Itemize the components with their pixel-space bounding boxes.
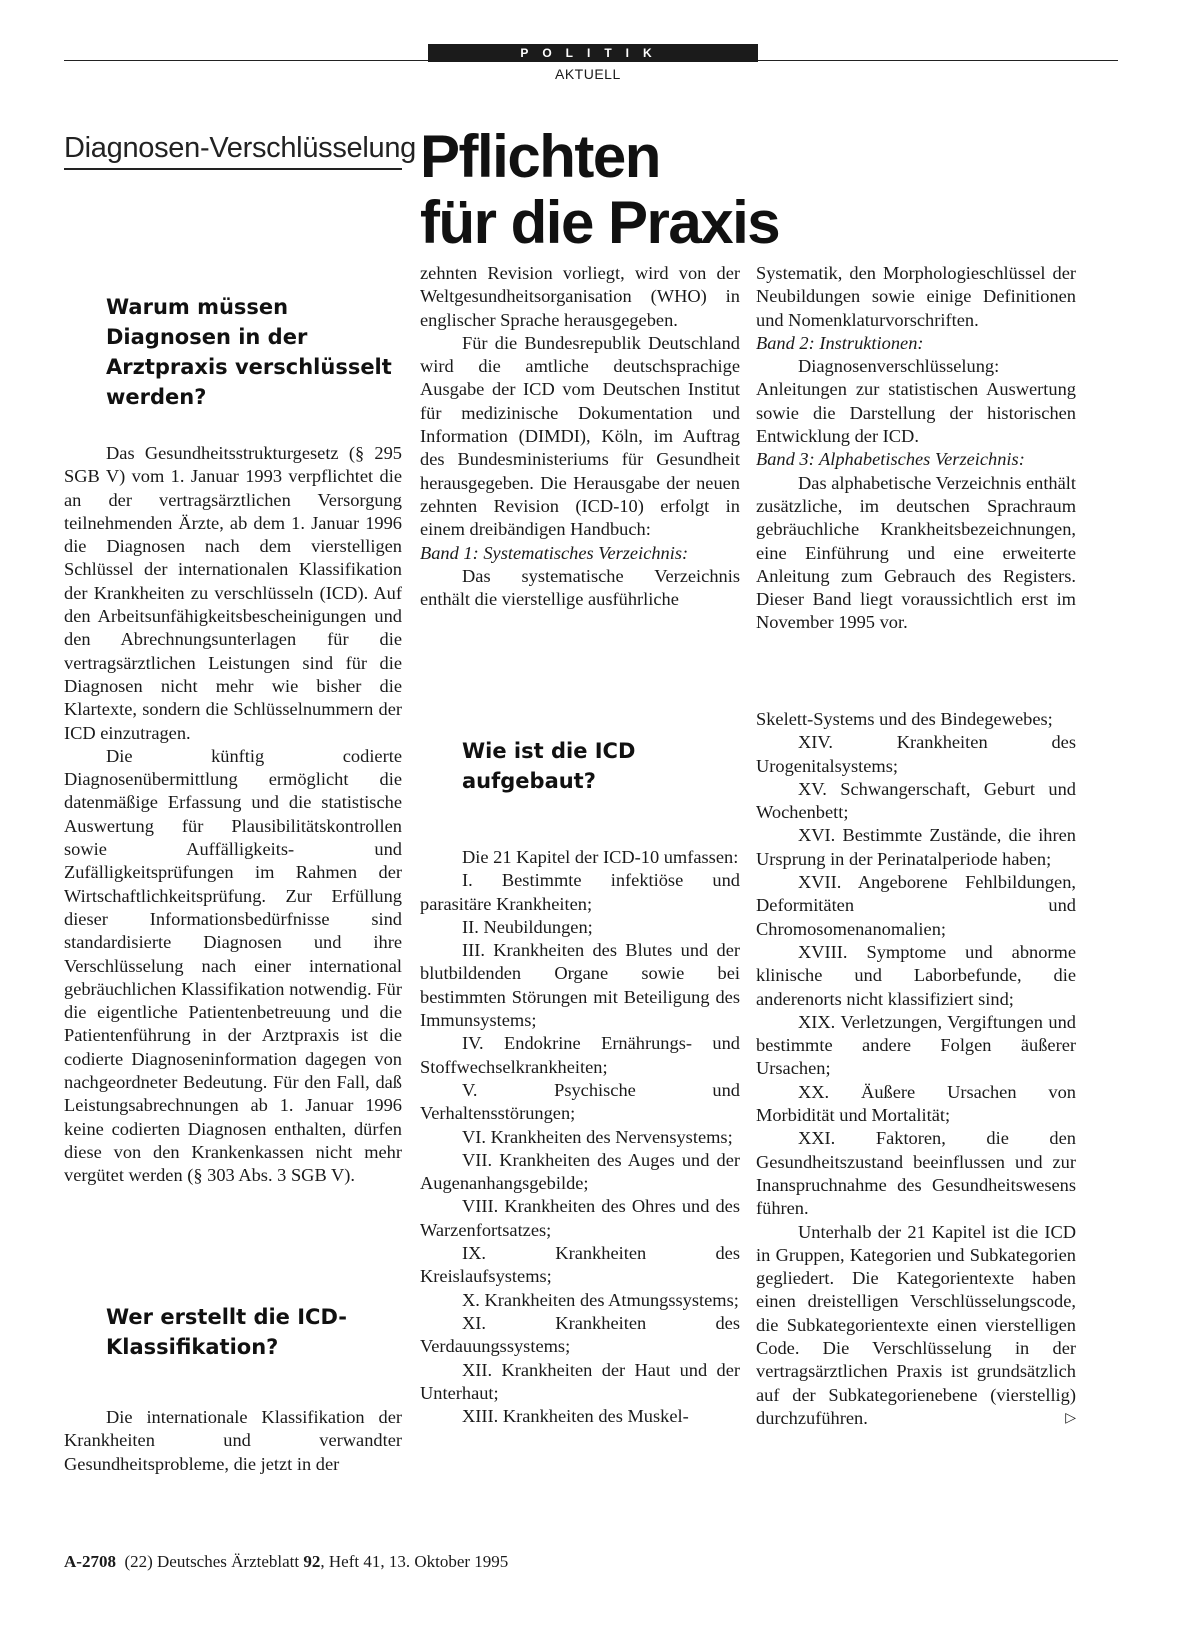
question-heading-2: Wer erstellt die ICD-Klassifikation? [106,1305,347,1359]
volume-heading: Band 1: Systematisches Verzeichnis: [420,542,689,563]
volume-heading: Band 2: Instruktionen: [756,332,924,353]
chapter-item: XIII. Krankheiten des Muskel- [462,1406,689,1427]
article-kicker: Diagnosen-Verschlüsselung [64,132,416,164]
headline-line-2: für die Praxis [420,189,780,256]
article-headline [420,124,779,256]
chapter-item: IV. Endokrine Ernährungs- und Stoffwechselkrankheiten; [420,1033,740,1077]
page-footer [64,1552,508,1572]
chapter-item: IX. Krankheiten des Kreislaufsystems; [420,1243,740,1287]
chapter-item: VIII. Krankheiten des Ohres und des Warzenfortsatzes; [420,1196,740,1240]
question-heading-1: Warum müssen Diagnosen in der Arztpraxis verschlüsselt werden? [106,295,392,409]
chapter-item: III. Krankheiten des Blutes und der blutbildenden Organe sowie bei bestimmten Störungen mit Beteiligung des Immunsystems; [420,940,740,1031]
chapter-item: XII. Krankheiten der Haut und der Unterhaut; [420,1359,740,1403]
column-1-bottom [64,1406,402,1476]
paragraph [756,1221,1076,1431]
chapter-item: VI. Krankheiten des Nervensystems; [462,1126,733,1147]
issue-date: , Heft 41, 13. Oktober 1995 [320,1552,509,1571]
section-label: POLITIK [428,44,758,62]
column-2-top [420,262,740,611]
question-heading-3: Wie ist die ICD aufgebaut? [462,739,636,793]
paragraph: Die künftig codierte Diagnosenübermittlung ermöglicht die datenmäßige Erfassung und die statistische Auswertung für Plausibilitätskontrollen sowie Auffälligkeits- und Zufälligkeitsprüfungen im Rahmen der Wirtschaftlichkeitsprüfung. Zur Erfüllung dieser Informationsbedürfnisse sind standardisierte Diagnosen und ihre Verschlüsselung nach einer international gebräuchlichen Klassifikation notwendig. Für die eigentliche Patientenbetreuung und die Patientenführung in der Arztpraxis ist die codierte Diagnoseninformation dagegen von nachgeordneter Bedeutung. Für den Fall, daß Leistungsabrechnungen ab 1. Januar 1996 keine codierten Diagnosen enthalten, dürfen diese von den Krankenkassen nicht mehr vergütet werden (§ 303 Abs. 3 SGB V). [64,745,402,1186]
paragraph: Für die Bundesrepublik Deutschland wird die amtliche deutschsprachige Ausgabe der ICD vom Deutschen Institut für medizinische Dokumentation und Information (DIMDI), Köln, im Auftrag des Bundesministeriums für Gesundheit herausgegeben. Die Herausgabe der neuen zehnten Revision (ICD-10) erfolgt in einem dreibändigen Handbuch: [420,332,740,540]
paragraph: Das systematische Verzeichnis enthält die vierstellige ausführliche [420,565,740,610]
page-number: A-2708 [64,1552,116,1571]
chapter-item: XI. Krankheiten des Verdauungssystems; [420,1312,740,1357]
paragraph: Systematik, den Morphologieschlüssel der Neubildungen sowie einige Definitionen und Nomenklaturvorschriften. [756,263,1076,330]
continue-arrow-icon: ▷ [1065,1409,1076,1426]
paragraph: Diagnosenverschlüsselung: Anleitungen zur statistischen Auswertung sowie die Darstellung der historischen Entwicklung der ICD. [756,356,1076,447]
chapter-item: XIV. Krankheiten des Urogenitalsystems; [756,732,1076,776]
paragraph: zehnten Revision vorliegt, wird von der Weltgesundheitsorganisation (WHO) in englischer Sprache herausgegeben. [420,263,740,330]
journal-name: (22) Deutsches Ärzteblatt [124,1552,300,1571]
chapter-item: XVII. Angeborene Fehlbildungen, Deformitäten und Chromosomenanomalien; [756,872,1076,939]
chapter-item: V. Psychische und Verhaltensstörungen; [420,1079,740,1124]
chapter-item: XX. Äußere Ursachen von Morbidität und Mortalität; [756,1081,1076,1126]
column-2-bottom [420,846,740,1428]
paragraph-text: Unterhalb der 21 Kapitel ist die ICD in Gruppen, Kategorien und Subkategorien gegliedert. Die Kategorientexte haben einen dreistelligen Verschlüsselungscode, die Subkategorientexte einen vierstelligen Code. Die Verschlüsselung in der vertragsärztlichen Praxis ist grundsätzlich auf der Subkategorienebene (vierstellig) durchzuführen. [756,1221,1076,1428]
subsection-label: AKTUELL [555,66,621,82]
chapter-item: XVIII. Symptome und abnorme klinische und Laborbefunde, die anderenorts nicht klassifiziert sind; [756,941,1076,1009]
chapter-item: XVI. Bestimmte Zustände, die ihren Ursprung in der Perinatalperiode haben; [756,825,1076,869]
headline-line-1: Pflichten [420,123,660,190]
chapter-item: XXI. Faktoren, die den Gesundheitszustand beeinflussen und zur Inanspruchnahme des Gesundheitswesens führen. [756,1128,1076,1219]
list-intro: Die 21 Kapitel der ICD-10 umfassen: [462,847,739,867]
chapter-item: I. Bestimmte infektiöse und parasitäre Krankheiten; [420,870,740,914]
column-3-top [756,262,1076,635]
chapter-item: II. Neubildungen; [462,916,593,937]
kicker-underline [64,168,402,170]
journal-volume: 92 [303,1552,321,1571]
chapter-item: XV. Schwangerschaft, Geburt und Wochenbett; [756,778,1076,823]
paragraph: Das alphabetische Verzeichnis enthält zusätzliche, im deutschen Sprachraum gebräuchliche Krankheitsbezeichnungen, eine Einführung und eine erweiterte Anleitung zum Gebrauch des Registers. Dieser Band liegt voraussichtlich erst im November 1995 vor. [756,472,1076,633]
header-rule-right [758,60,1118,61]
column-1-top [64,442,402,1188]
column-3-bottom [756,708,1076,1430]
chapter-item: XIX. Verletzungen, Vergiftungen und bestimmte andere Folgen äußerer Ursachen; [756,1011,1076,1079]
chapter-item: VII. Krankheiten des Auges und der Augenanhangsgebilde; [420,1149,740,1194]
chapter-item: X. Krankheiten des Atmungssystems; [462,1289,739,1310]
chapter-item: Skelett-Systems und des Bindegewebes; [756,709,1053,729]
paragraph: Die internationale Klassifikation der Krankheiten und verwandter Gesundheitsprobleme, die jetzt in der [64,1407,402,1474]
header-rule-left [64,60,428,61]
paragraph: Das Gesundheitsstrukturgesetz (§ 295 SGB V) vom 1. Januar 1993 verpflichtet die an der vertragsärztlichen Versorgung teilnehmenden Ärzte, ab dem 1. Januar 1996 die Diagnosen nach dem vierstelligen Schlüssel der internationalen Klassifikation der Krankheiten zu verschlüsseln (ICD). Auf den Arbeitsunfähigkeitsbescheinigungen und den Abrechnungsunterlagen für die vertragsärztlichen Leistungen sind für die Diagnosen nicht mehr wie bisher die Klartexte, sondern die Schlüsselnummern der ICD einzutragen. [64,443,402,743]
volume-heading: Band 3: Alphabetisches Verzeichnis: [756,449,1025,470]
